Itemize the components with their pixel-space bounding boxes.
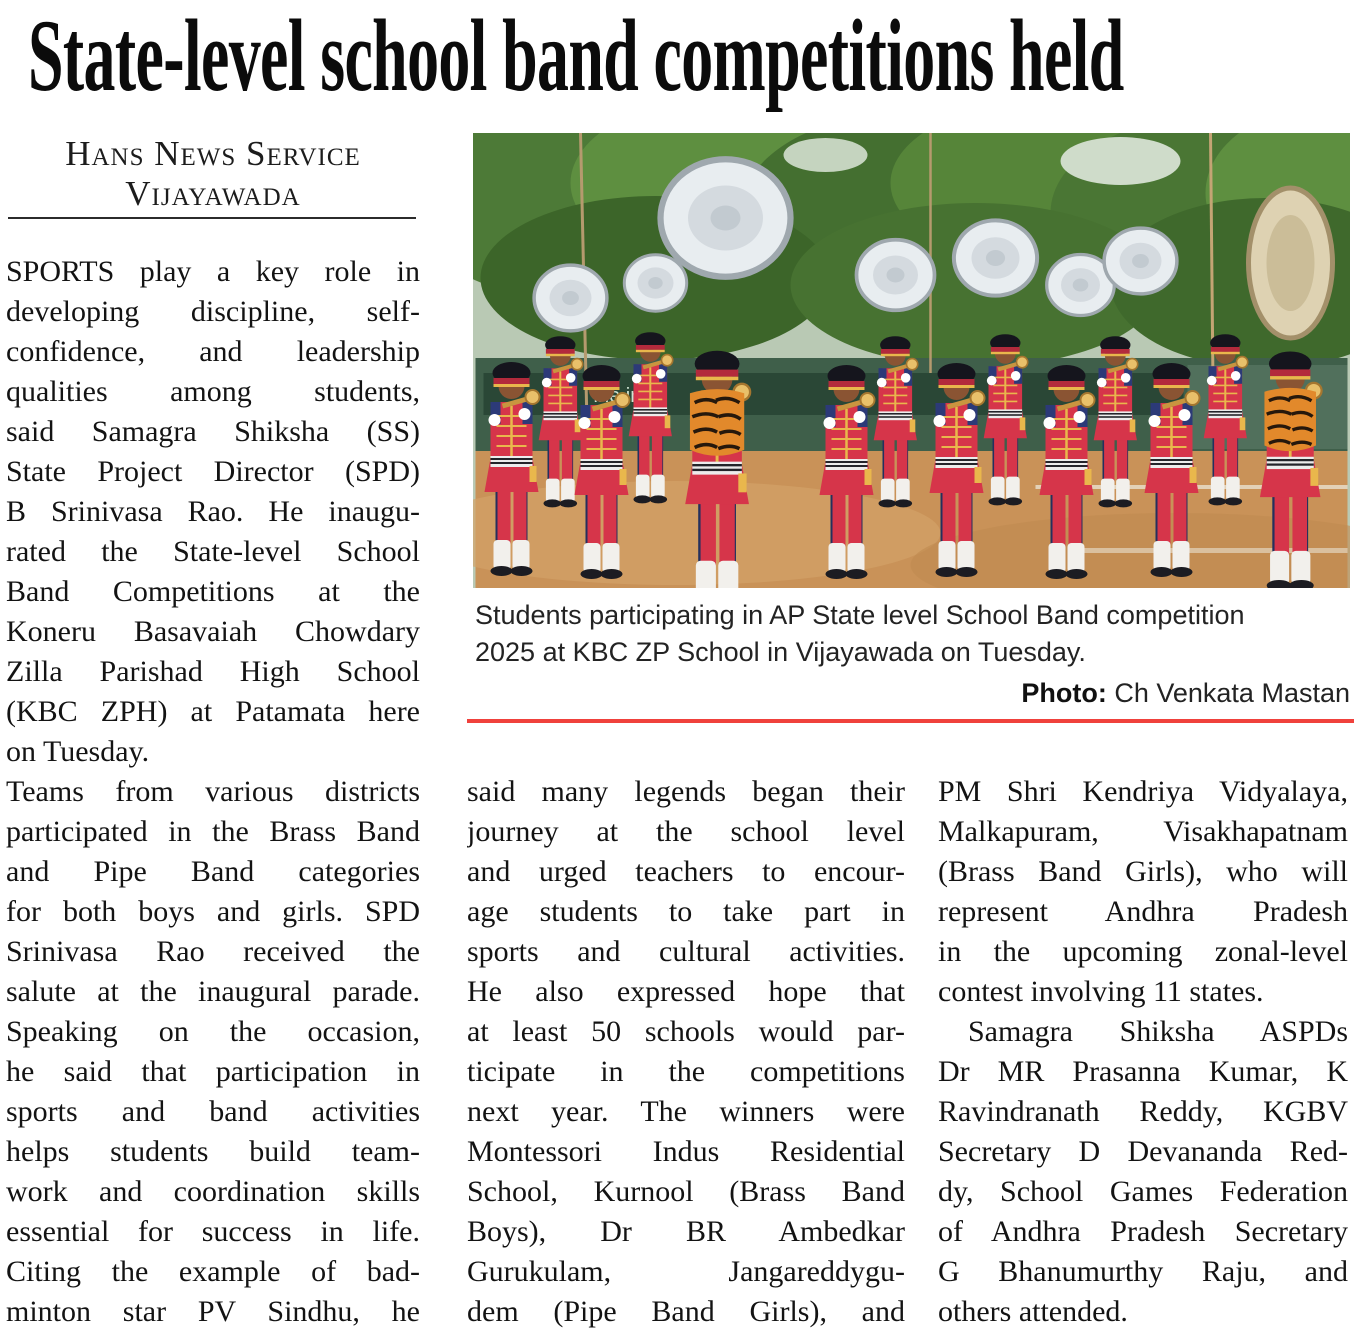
article-text-line: PM Shri Kendriya Vidyalaya, xyxy=(938,775,1348,808)
article-text-line: at least 50 schools would par- xyxy=(467,1015,905,1048)
article-text-line: Samagra Shiksha ASPDs xyxy=(968,1015,1348,1048)
byline-city: Vijayawada xyxy=(125,174,301,213)
article-text-line: Dr MR Prasanna Kumar, K xyxy=(938,1055,1348,1088)
article-text-line: Malkapuram, Visakhapatnam xyxy=(938,815,1348,848)
article-text-line: Secretary D Devananda Red- xyxy=(938,1135,1348,1168)
caption-line-1: Students participating in AP State level School Band competition xyxy=(475,600,1245,630)
article-text-line: represent Andhra Pradesh xyxy=(938,895,1348,928)
article-text-line: Boys), Dr BR Ambedkar xyxy=(467,1215,905,1248)
article-text-line: He also expressed hope that xyxy=(467,975,905,1008)
byline-agency: Hans News Service xyxy=(65,134,361,173)
article-text-line: essential for success in life. xyxy=(6,1215,420,1248)
photo-credit xyxy=(475,675,1350,712)
article-text-line: G Bhanumurthy Raju, and xyxy=(938,1255,1348,1288)
article-text-line: of Andhra Pradesh Secretary xyxy=(938,1215,1348,1248)
article-text-line: Gurukulam, Jangareddygu- xyxy=(467,1255,905,1288)
article-text-line: work and coordination skills xyxy=(6,1175,420,1208)
article-text-line: Zilla Parishad High School xyxy=(6,655,420,688)
band-photo-illustration xyxy=(473,133,1350,588)
tiger-cape xyxy=(690,389,744,456)
article-text-line: on Tuesday. xyxy=(6,735,150,768)
article-text-line: Citing the example of bad- xyxy=(6,1255,420,1288)
sousaphone-bell xyxy=(954,220,1037,295)
article-text-line: rated the State-level School xyxy=(6,535,420,568)
article-text-line: Speaking on the occasion, xyxy=(6,1015,420,1048)
sousaphone-bell xyxy=(857,240,935,311)
article-text-line: minton star PV Sindhu, he xyxy=(6,1295,420,1328)
sousaphone-bell xyxy=(1104,228,1177,294)
article-text-line: SPORTS play a key role in xyxy=(6,255,420,288)
article-text-line: age students to take part in xyxy=(467,895,905,928)
article-column-3 xyxy=(938,772,1348,1330)
article-text-line: qualities among students, xyxy=(6,375,420,408)
article-column-2 xyxy=(467,772,905,1330)
sousaphone-bell xyxy=(534,265,607,331)
caption-line-2: 2025 at KBC ZP School in Vijayawada on Tuesday. xyxy=(475,637,1086,667)
article-text-line: Ravindranath Reddy, KGBV xyxy=(938,1095,1348,1128)
article-text-line: Koneru Basavaiah Chowdary xyxy=(6,615,420,648)
article-column-1 xyxy=(6,252,420,1330)
article-text-line: dy, School Games Federation xyxy=(938,1175,1348,1208)
article-text-line: said many legends began their xyxy=(467,775,905,808)
article-text-line: State Project Director (SPD) xyxy=(6,455,420,488)
article-text-line: Teams from various districts xyxy=(6,775,420,808)
article-text-line: (Brass Band Girls), who will xyxy=(938,855,1348,888)
article-text-line: Srinivasa Rao received the xyxy=(6,935,420,968)
article-text-line: next year. The winners were xyxy=(467,1095,905,1128)
article-text-line: contest involving 11 states. xyxy=(938,975,1264,1008)
article-text-line: he said that participation in xyxy=(6,1055,420,1088)
photo-credit-label: Photo: xyxy=(1021,678,1107,708)
section-divider-rule xyxy=(467,719,1354,723)
article-text-line: participated in the Brass Band xyxy=(6,815,420,848)
byline xyxy=(6,134,420,214)
article-text-line: others attended. xyxy=(938,1295,1128,1328)
sousaphone-bell xyxy=(624,255,686,311)
sousaphone-bell xyxy=(661,159,791,277)
article-text-line: School, Kurnool (Brass Band xyxy=(467,1175,905,1208)
article-text-line: ticipate in the competitions xyxy=(467,1055,905,1088)
byline-divider xyxy=(8,217,416,219)
article-photo xyxy=(473,133,1350,588)
article-text-line: for both boys and girls. SPD xyxy=(6,895,420,928)
article-text-line: and urged teachers to encour- xyxy=(467,855,905,888)
sousaphone-bell-inner xyxy=(1267,215,1315,311)
article-text-line: confidence, and leadership xyxy=(6,335,420,368)
article-text-line: in the upcoming zonal-level xyxy=(938,935,1348,968)
article-text-line: helps students build team- xyxy=(6,1135,420,1168)
article-text-line: Band Competitions at the xyxy=(6,575,420,608)
article-text-line: and Pipe Band categories xyxy=(6,855,420,888)
article-text-line: sports and cultural activities. xyxy=(467,935,905,968)
article-text-line: salute at the inaugural parade. xyxy=(6,975,420,1008)
tiger-cape xyxy=(1264,388,1316,451)
article-text-line: journey at the school level xyxy=(467,815,905,848)
article-text-line: dem (Pipe Band Girls), and xyxy=(467,1295,905,1328)
photo-caption xyxy=(475,597,1350,712)
photo-credit-name: Ch Venkata Mastan xyxy=(1114,678,1350,708)
article-text-line: said Samagra Shiksha (SS) xyxy=(6,415,420,448)
article-text-line: B Srinivasa Rao. He inaugu- xyxy=(6,495,420,528)
article-text-line: developing discipline, self- xyxy=(6,295,420,328)
article-text-line: sports and band activities xyxy=(6,1095,420,1128)
headline: State-level school band competitions held xyxy=(28,0,1124,113)
article-text-line: Montessori Indus Residential xyxy=(467,1135,905,1168)
article-text-line: (KBC ZPH) at Patamata here xyxy=(6,695,420,728)
